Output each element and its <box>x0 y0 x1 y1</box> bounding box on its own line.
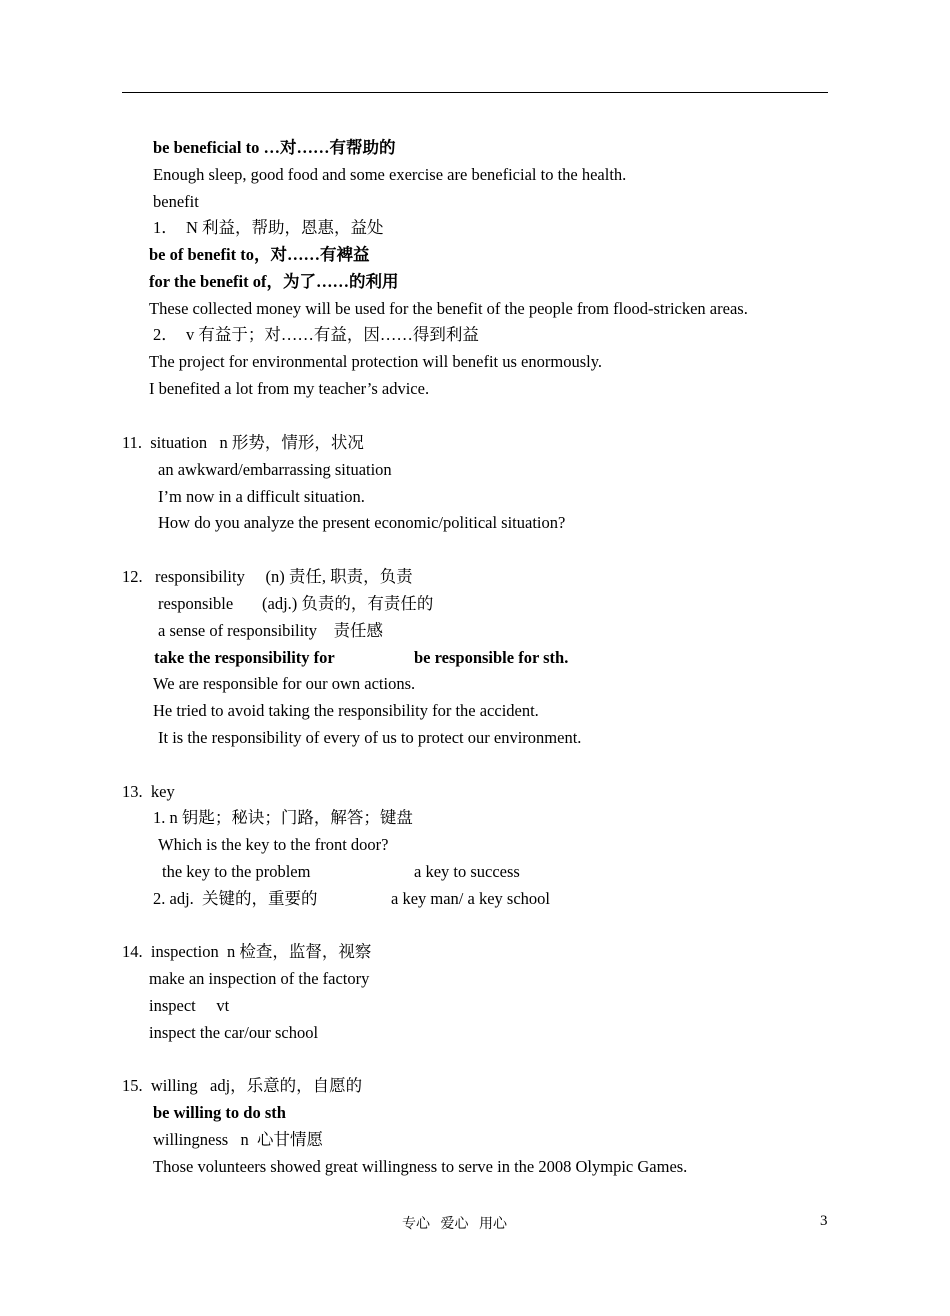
phrase-take-responsibility: take the responsibility for <box>154 648 335 667</box>
item-12-title: 12. responsibility (n) 责任, 职责，负责 <box>122 567 413 586</box>
item-12-responsible: responsible (adj.) 负责的，有责任的 <box>158 594 434 613</box>
item-11-line: I’m now in a difficult situation. <box>158 487 365 506</box>
footer-motto: 专心 爱心 用心 <box>402 1217 507 1232</box>
example-beneficial: Enough sleep, good food and some exercise are beneficial to the health. <box>153 165 627 184</box>
example-collected-money: These collected money will be used for the benefit of the people from flood-stricken areas. <box>149 299 748 318</box>
page-number: 3 <box>820 1213 828 1229</box>
phrase-be-willing: be willing to do sth <box>153 1103 286 1122</box>
item-15-title: 15. willing adj，乐意的，自愿的 <box>122 1076 363 1095</box>
item-13-sense-2: 2. adj. 关键的，重要的 <box>153 889 318 908</box>
item-15-example: Those volunteers showed great willingness to serve in the 2008 Olympic Games. <box>153 1157 688 1176</box>
phrase-be-responsible: be responsible for sth. <box>414 648 569 667</box>
item-12-example: We are responsible for our own actions. <box>153 674 416 693</box>
item-14-title: 14. inspection n 检查，监督，视察 <box>122 942 372 961</box>
phrase-of-benefit: be of benefit to，对……有裨益 <box>149 245 370 264</box>
item-11-title: 11. situation n 形势，情形，状况 <box>122 433 364 452</box>
benefit-sense-1: 1． N 利益，帮助，恩惠，益处 <box>153 218 384 237</box>
example-teacher: I benefited a lot from my teacher’s advice. <box>149 379 430 398</box>
item-12-example: It is the responsibility of every of us to protect our environment. <box>158 728 582 747</box>
example-project: The project for environmental protection will benefit us enormously. <box>149 352 603 371</box>
item-12-example: He tried to avoid taking the responsibility for the accident. <box>153 701 539 720</box>
item-13-example-door: Which is the key to the front door? <box>158 835 389 854</box>
phrase-be-beneficial: be beneficial to …对……有帮助的 <box>153 138 396 157</box>
item-14-line: inspect the car/our school <box>149 1023 319 1042</box>
item-13-title: 13. key <box>122 782 175 801</box>
item-13-sense-1: 1. n 钥匙；秘诀；门路，解答；键盘 <box>153 808 413 827</box>
phrase-key-problem: the key to the problem <box>162 862 311 881</box>
headword-benefit: benefit <box>153 192 199 211</box>
item-15-noun: willingness n 心甘情愿 <box>153 1130 324 1149</box>
item-11-line: an awkward/embarrassing situation <box>158 460 392 479</box>
benefit-sense-2: 2． v 有益于；对……有益，因……得到利益 <box>153 325 479 344</box>
phrase-key-man: a key man/ a key school <box>391 889 550 908</box>
item-12-sense: a sense of responsibility 责任感 <box>158 621 384 640</box>
phrase-key-success: a key to success <box>414 862 520 881</box>
item-14-line: inspect vt <box>149 996 230 1015</box>
phrase-for-benefit: for the benefit of，为了……的利用 <box>149 272 399 291</box>
item-14-line: make an inspection of the factory <box>149 969 370 988</box>
header-rule <box>122 92 828 93</box>
item-11-line: How do you analyze the present economic/political situation? <box>158 513 566 532</box>
